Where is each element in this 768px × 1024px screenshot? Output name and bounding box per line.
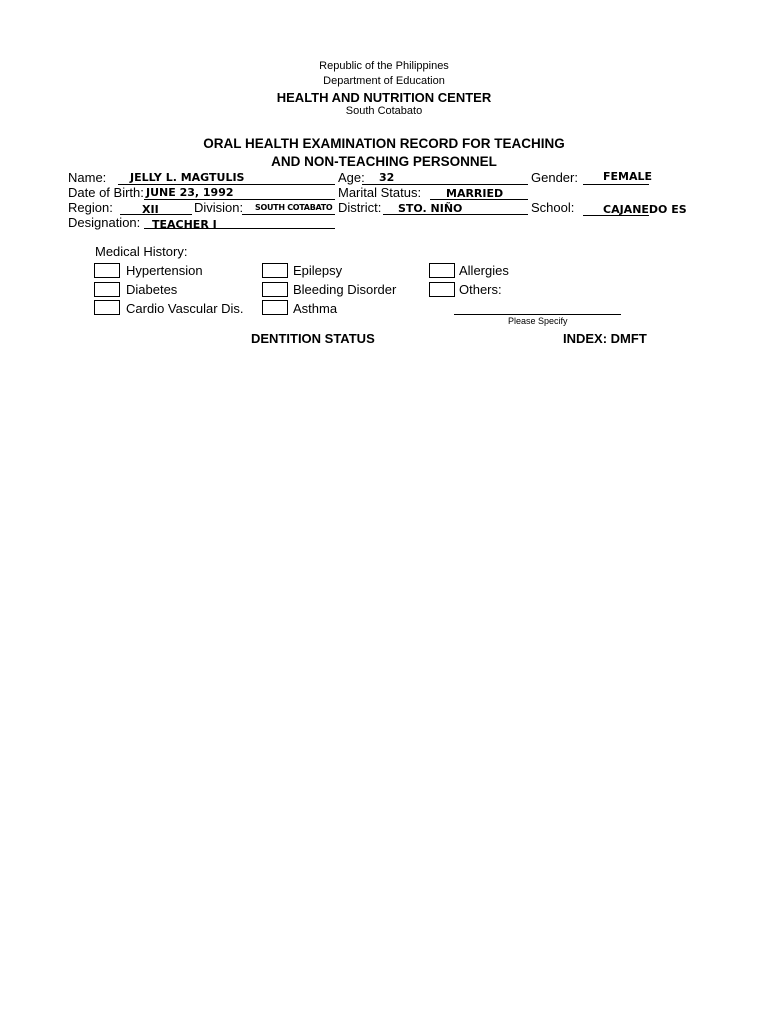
designation-value[interactable]: TEACHER I bbox=[152, 218, 217, 229]
dob-label: Date of Birth: bbox=[68, 185, 144, 200]
age-value[interactable]: 32 bbox=[379, 171, 395, 184]
gender-underline bbox=[583, 184, 649, 185]
school-value[interactable]: CAJANEDO ES bbox=[603, 203, 687, 216]
allergies-checkbox[interactable] bbox=[429, 263, 455, 278]
marital-label: Marital Status: bbox=[338, 185, 422, 200]
school-label: School: bbox=[531, 200, 575, 215]
age-label: Age: bbox=[338, 170, 365, 185]
header-department: Department of Education bbox=[323, 75, 445, 87]
designation-label: Designation: bbox=[68, 215, 141, 230]
asthma-label: Asthma bbox=[293, 301, 338, 316]
hypertension-checkbox[interactable] bbox=[94, 263, 120, 278]
please-specify-note: Please Specify bbox=[508, 316, 568, 326]
cardio-vascular-checkbox[interactable] bbox=[94, 300, 120, 315]
dentition-status-heading: DENTITION STATUS bbox=[251, 331, 375, 346]
marital-value[interactable]: MARRIED bbox=[446, 187, 504, 200]
designation-value-clip bbox=[152, 218, 217, 229]
form-title-line2: AND NON-TEACHING PERSONNEL bbox=[271, 154, 497, 169]
others-label: Others: bbox=[459, 282, 502, 297]
asthma-checkbox[interactable] bbox=[262, 300, 288, 315]
others-specify-field[interactable] bbox=[454, 314, 621, 315]
diabetes-label: Diabetes bbox=[126, 282, 178, 297]
dob-value[interactable]: JUNE 23, 1992 bbox=[146, 186, 234, 199]
district-value[interactable]: STO. NIÑO bbox=[398, 202, 463, 215]
division-value[interactable]: SOUTH COTABATO bbox=[255, 203, 333, 212]
region-label: Region: bbox=[68, 200, 113, 215]
index-dmft-heading: INDEX: DMFT bbox=[563, 331, 647, 346]
header-republic: Republic of the Philippines bbox=[319, 60, 449, 72]
name-value[interactable]: JELLY L. MAGTULIS bbox=[130, 171, 245, 184]
others-checkbox[interactable] bbox=[429, 282, 455, 297]
form-title-line1: ORAL HEALTH EXAMINATION RECORD FOR TEACHING bbox=[203, 136, 565, 151]
district-label: District: bbox=[338, 200, 382, 215]
gender-label: Gender: bbox=[531, 170, 578, 185]
division-underline bbox=[242, 214, 335, 215]
epilepsy-checkbox[interactable] bbox=[262, 263, 288, 278]
hypertension-label: Hypertension bbox=[126, 263, 203, 278]
medical-history-heading: Medical History: bbox=[95, 244, 188, 259]
region-value[interactable]: XII bbox=[142, 203, 159, 216]
division-label: Division: bbox=[194, 200, 244, 215]
gender-value[interactable]: FEMALE bbox=[603, 170, 653, 183]
cardio-vascular-label: Cardio Vascular Dis. bbox=[126, 301, 244, 316]
name-label: Name: bbox=[68, 170, 107, 185]
allergies-label: Allergies bbox=[459, 263, 509, 278]
diabetes-checkbox[interactable] bbox=[94, 282, 120, 297]
epilepsy-label: Epilepsy bbox=[293, 263, 343, 278]
name-underline bbox=[118, 184, 335, 185]
bleeding-disorder-checkbox[interactable] bbox=[262, 282, 288, 297]
header-province: South Cotabato bbox=[345, 105, 423, 117]
header-center: HEALTH AND NUTRITION CENTER bbox=[276, 90, 492, 105]
bleeding-disorder-label: Bleeding Disorder bbox=[293, 282, 397, 297]
